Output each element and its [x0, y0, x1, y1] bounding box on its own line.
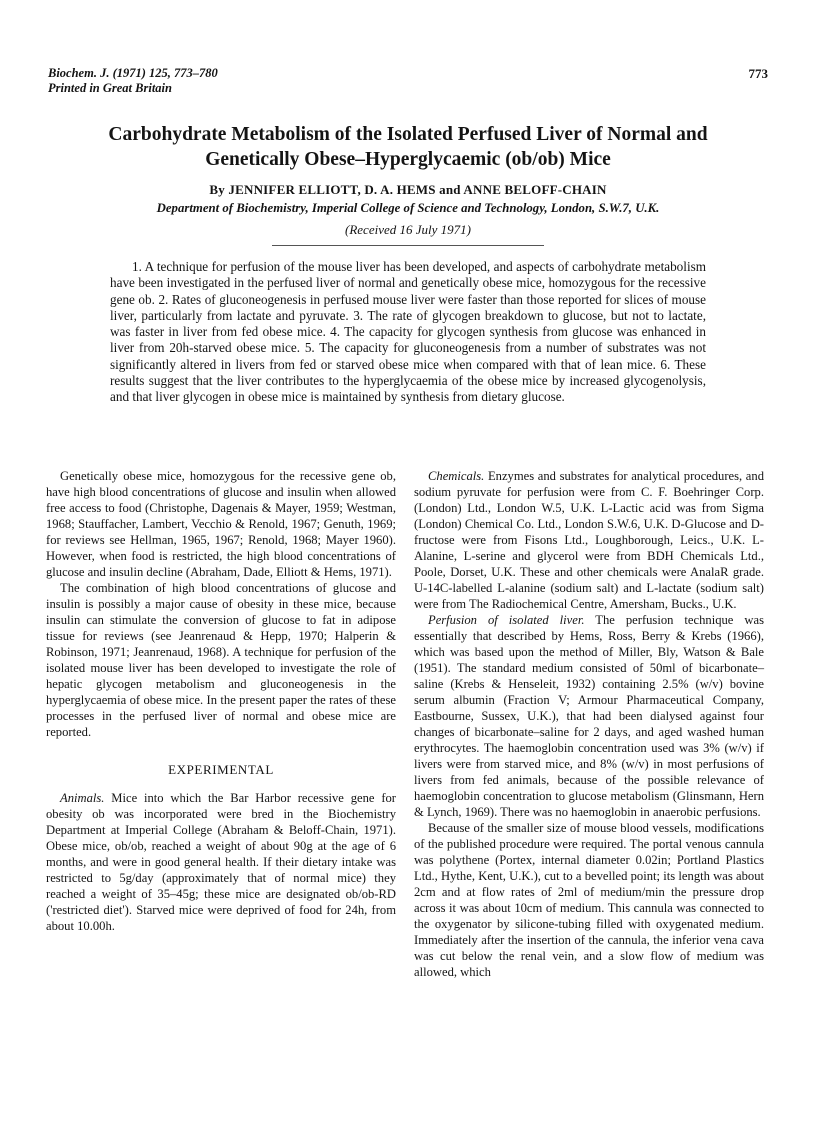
- section-heading-experimental: EXPERIMENTAL: [168, 762, 274, 777]
- article-title: Carbohydrate Metabolism of the Isolated Perfused Liver of Normal and Genetically Obese–Hyperglycaemic (ob/ob) Mice: [108, 124, 708, 170]
- journal-citation: [48, 66, 218, 96]
- title-divider: [272, 245, 544, 246]
- abstract: 1. A technique for perfusion of the mouse liver has been developed, and aspects of carbohydrate metabolism have been investigated in the perfused liver of normal and genetically obese mice, homozygous for the recessive gene ob. 2. Rates of gluconeogenesis in perfused mouse liver were faster than those reported for slices of mouse liver, particularly from lactate and pyruvate. 3. The rate of glycogen breakdown to glucose, but not to lactate, was faster in liver from fed obese mice. 4. The capacity for glycogen synthesis from glucose was enhanced in liver from 20h-starved obese mice. 5. The capacity for gluconeogenesis from a number of substrates was not significantly altered in livers from fed or starved obese mice when compared with that of lean mice. 6. These results suggest that the liver contributes to the hyperglycaemia of the obese mice by increased glycogenolysis, and that liver glycogen in obese mice is maintained by synthesis from dietary glucose.: [110, 259, 706, 405]
- perfusion-text: The perfusion technique was essentially that described by Hems, Ross, Berry & Krebs (1966), which was based upon the method of Miller, Bly, Watson & Bale (1951). The standard medium consisted of 50ml of bicarbonate–saline (Krebs & Henseleit, 1932) containing 2.5% (w/v) bovine serum albumin (Fraction V; Armour Pharmaceutical Company, Eastbourne, Sussex, U.K.), that had been dialysed against four changes of bicarbonate–saline for 2 days, and aged washed human erythrocytes. The haemoglobin concentration used was 3% (w/v) if livers were from starved mice, and 8% (w/v) in most perfusions of livers from fed animals, because of the possible relevance of haemoglobin concentration to glucose metabolism (Glinsmann, Hern & Lynch, 1969). There was no haemoglobin in anaerobic perfusions.: [414, 613, 764, 819]
- animals-heading: Animals.: [60, 791, 105, 805]
- journal-reference: Biochem. J. (1971) 125, 773–780: [48, 66, 218, 80]
- page-number: 773: [748, 66, 768, 81]
- right-column: [414, 468, 764, 980]
- cannula-paragraph: Because of the smaller size of mouse blood vessels, modifications of the published procedure were required. The portal venous cannula was polythene (Portex, internal diameter 0.02in; Portland Plastics Ltd., Hythe, Kent, U.K.), cut to a bevelled point; its length was about 2cm and at flow rates of 2ml of medium/min the pressure drop across it was about 10cm of medium. This cannula was connected to the oxygenator by silicone-tubing filled with oxygenated medium. Immediately after the insertion of the cannula, the inferior vena cava was cut below the renal vein, and a slow flow of medium was allowed, which: [414, 821, 764, 979]
- perfusion-heading: Perfusion of isolated liver.: [428, 613, 585, 627]
- intro-paragraph-2: The combination of high blood concentrations of glucose and insulin is possibly a major cause of obesity in these mice, because insulin can stimulate the conversion of glucose to fat in adipose tissue for reviews (see Jeanrenaud & Hepp, 1970; Halperin & Robinson, 1971; Jeanrenaud, 1968). A technique for perfusion of the isolated mouse liver has been developed to investigate the role of hepatic glycogen metabolism and gluconeogenesis in the hyperglycaemia of obese mice. In the present paper the rates of these processes in the perfused liver of normal and obese mice are reported.: [46, 581, 396, 739]
- animals-paragraph: [46, 790, 396, 934]
- printed-in: Printed in Great Britain: [48, 81, 172, 95]
- author-line: By JENNIFER ELLIOTT, D. A. HEMS and ANNE BELOFF-CHAIN: [209, 182, 607, 197]
- perfusion-paragraph: [414, 612, 764, 820]
- affiliation: Department of Biochemistry, Imperial College of Science and Technology, London, S.W.7, U.K.: [156, 201, 660, 215]
- intro-paragraph-1: Genetically obese mice, homozygous for the recessive gene ob, have high blood concentrations of glucose and insulin when allowed free access to food (Christophe, Dagenais & Mayer, 1959; Westman, 1968; Stauffacher, Lambert, Vecchio & Renold, 1967; Genuth, 1969; for reviews see Hellman, 1965, 1967; Renold, 1968; Mayer 1960). However, when food is restricted, the high blood concentrations of glucose and insulin decline (Abraham, Dade, Elliott & Hems, 1971).: [46, 469, 396, 579]
- received-date: (Received 16 July 1971): [345, 222, 471, 237]
- animals-text: Mice into which the Bar Harbor recessive gene for obesity ob was incorporated were bred in the Biochemistry Department at Imperial College (Abraham & Beloff-Chain, 1971). Obese mice, ob/ob, reached a weight of about 90g at the age of 6 months, and were in good general health. If their dietary intake was restricted to 5g/day (approximately that of normal mice) they reached a weight of 35–45g; these mice are designated ob/ob-RD ('restricted diet'). Starved mice were deprived of food for 24h, from about 10.00h.: [46, 791, 397, 933]
- chemicals-paragraph: [414, 468, 764, 612]
- left-column: [46, 468, 396, 934]
- chemicals-heading: Chemicals.: [428, 469, 485, 483]
- chemicals-text: Enzymes and substrates for analytical procedures, and sodium pyruvate for perfusion were from C. F. Boehringer Corp. (London) Ltd., London W.5, U.K. L-Lactic acid was from Sigma (London) Chemical Co. Ltd., London S.W.6, U.K. D-Glucose and D-fructose were from Fisons Ltd., Loughborough, Leics., U.K. L-Alanine, L-serine and glycerol were from BDH Chemicals Ltd., Poole, Dorset, U.K. These and other chemicals were AnalaR grade. U-14C-labelled L-alanine (sodium salt) and L-lactate (sodium salt) were from The Radiochemical Centre, Amersham, Bucks., U.K.: [414, 469, 764, 611]
